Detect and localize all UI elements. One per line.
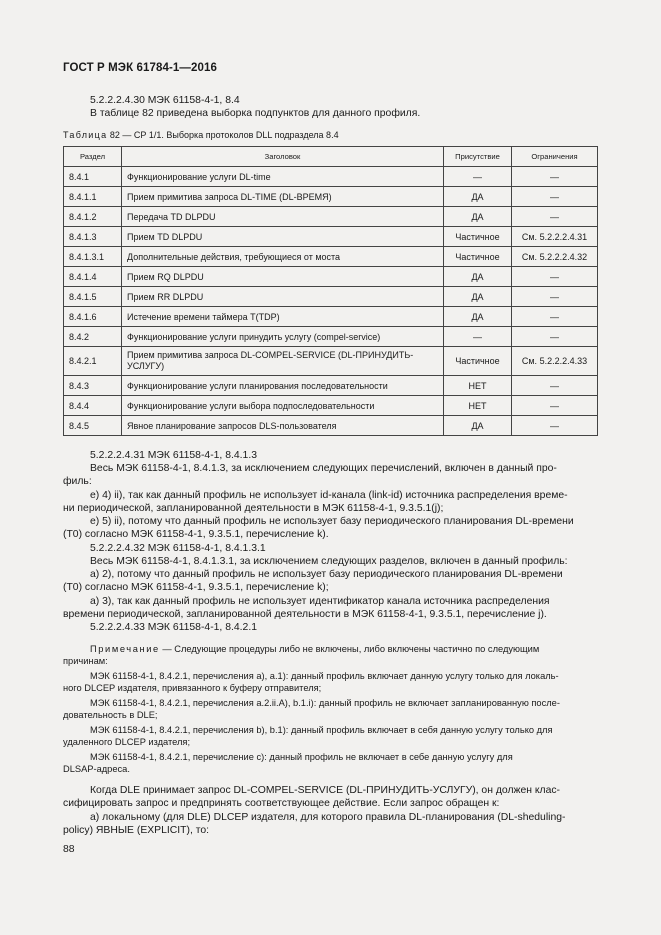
presence-cell: ДА <box>444 287 512 307</box>
clause-heading: 5.2.2.2.4.30 МЭК 61158-4-1, 8.4 <box>90 95 240 106</box>
title-cell: Функционирование услуги выбора подпоследовательности <box>122 396 444 416</box>
presence-cell: — <box>444 327 512 347</box>
section-cell: 8.4.2 <box>64 327 122 347</box>
table-row <box>64 307 598 327</box>
body-line: е) 4) ii), так как данный профиль не использует id-канала (link-id) источника распределения време- <box>90 490 568 501</box>
section-cell: 8.4.2.1 <box>64 347 122 376</box>
table-row <box>64 267 598 287</box>
presence-cell: Частичное <box>444 227 512 247</box>
section-cell: 8.4.1 <box>64 167 122 187</box>
intro-text: В таблице 82 приведена выборка подпунктов для данного профиля. <box>90 108 421 119</box>
body-line: е) 5) ii), потому что данный профиль не использует базу периодического планирования DL-времени <box>90 516 574 527</box>
section-cell: 8.4.1.1 <box>64 187 122 207</box>
section-cell: 8.4.1.3 <box>64 227 122 247</box>
body-line: Когда DLE принимает запрос DL-COMPEL-SERVICE (DL-ПРИНУДИТЬ-УСЛУГУ), он должен клас- <box>90 785 561 796</box>
title-cell: Функционирование услуги принудить услугу (compel-service) <box>122 327 444 347</box>
header-cell: Заголовок <box>122 147 444 167</box>
clause-heading: 5.2.2.2.4.31 МЭК 61158-4-1, 8.4.1.3 <box>90 450 257 461</box>
title-cell: Прием RQ DLPDU <box>122 267 444 287</box>
body-line: Весь МЭК 61158-4-1, 8.4.1.3, за исключением следующих перечислений, включен в данный про- <box>90 463 557 474</box>
table-row <box>64 376 598 396</box>
table-row <box>64 207 598 227</box>
presence-cell: ДА <box>444 307 512 327</box>
note-line: МЭК 61158-4-1, 8.4.2.1, перечисления а.2.ii.A), b.1.i): данный профиль не включает запланированную после- <box>90 698 560 708</box>
title-cell: Прием примитива запроса DL-TIME (DL-ВРЕМЯ) <box>122 187 444 207</box>
presence-cell: НЕТ <box>444 396 512 416</box>
body-line: филь: <box>63 476 92 487</box>
body-line: а) локальному (для DLE) DLCEP издателя, для которого правила DL-планирования (DL-sheduling- <box>90 812 566 823</box>
note-line: ного DLCEP издателя, привязанного к буферу отправителя; <box>63 683 322 693</box>
note-line: МЭК 61158-4-1, 8.4.2.1, перечисление c): данный профиль не включает в себе данную услугу для <box>90 752 513 762</box>
body-line: сифицировать запрос и предпринять соответствующее действие. Если запрос обращен к: <box>63 798 500 809</box>
presence-cell: НЕТ <box>444 376 512 396</box>
table-caption <box>63 130 339 140</box>
note-line: причинам: <box>63 656 108 666</box>
title-cell: Функционирование услуги DL-time <box>122 167 444 187</box>
title-cell: Функционирование услуги планирования последовательности <box>122 376 444 396</box>
body-line: ни периодической, запланированной деятельности в МЭК 61158-4-1, 9.3.5.1(j); <box>63 503 444 514</box>
note-line: МЭК 61158-4-1, 8.4.2.1, перечисления b), b.1): данный профиль включает в себя данную услугу только для <box>90 725 553 735</box>
constraints-cell: См. 5.2.2.2.4.31 <box>512 227 598 247</box>
section-cell: 8.4.1.6 <box>64 307 122 327</box>
table-row <box>64 396 598 416</box>
table-row <box>64 247 598 267</box>
constraints-cell: — <box>512 187 598 207</box>
title-cell: Прием TD DLPDU <box>122 227 444 247</box>
constraints-cell: — <box>512 267 598 287</box>
presence-cell: ДА <box>444 207 512 227</box>
section-cell: 8.4.1.2 <box>64 207 122 227</box>
note-line: DLSAP-адреса. <box>63 764 130 774</box>
title-cell: Прием примитива запроса DL-COMPEL-SERVICE (DL-ПРИНУДИТЬ-УСЛУГУ) <box>122 347 444 376</box>
table-row <box>64 187 598 207</box>
constraints-cell: — <box>512 207 598 227</box>
presence-cell: Частичное <box>444 247 512 267</box>
title-cell: Явное планирование запросов DLS-пользователя <box>122 416 444 436</box>
table-caption-label: Таблица <box>63 130 108 140</box>
table-row <box>64 287 598 307</box>
constraints-cell: См. 5.2.2.2.4.33 <box>512 347 598 376</box>
section-cell: 8.4.1.4 <box>64 267 122 287</box>
constraints-cell: — <box>512 167 598 187</box>
body-line: (T0) согласно МЭК 61158-4-1, 9.3.5.1, перечисление k). <box>63 529 329 540</box>
table-header-row <box>64 147 598 167</box>
presence-cell: ДА <box>444 187 512 207</box>
presence-cell: Частичное <box>444 347 512 376</box>
constraints-cell: — <box>512 416 598 436</box>
section-cell: 8.4.4 <box>64 396 122 416</box>
body-line: а) 2), потому что данный профиль не использует базу периодического планирования DL-времени <box>90 569 563 580</box>
table-row <box>64 327 598 347</box>
constraints-cell: — <box>512 287 598 307</box>
table-row <box>64 227 598 247</box>
clause-heading: 5.2.2.2.4.32 МЭК 61158-4-1, 8.4.1.3.1 <box>90 543 266 554</box>
body-line: а) 3), так как данный профиль не использует идентификатор канала источника распределения <box>90 596 550 607</box>
constraints-cell: — <box>512 376 598 396</box>
presence-cell: ДА <box>444 267 512 287</box>
note-text: — Следующие процедуры либо не включены, либо включены частично по следующим <box>159 644 540 654</box>
body-line: Весь МЭК 61158-4-1, 8.4.1.3.1, за исключением следующих разделов, включен в данный профиль: <box>90 556 568 567</box>
note-line: удаленного DLCEP издателя; <box>63 737 191 747</box>
header-cell: Ограничения <box>512 147 598 167</box>
table-row <box>64 416 598 436</box>
section-cell: 8.4.1.5 <box>64 287 122 307</box>
note-line <box>90 643 539 655</box>
presence-cell: ДА <box>444 416 512 436</box>
protocol-table <box>63 146 598 436</box>
note-line: довательность в DLE; <box>63 710 158 720</box>
body-line: времени периодической, запланированной деятельности в МЭК 61158-4-1, 9.3.5.1, перечисление j). <box>63 609 547 620</box>
header-cell: Раздел <box>64 147 122 167</box>
note-line: МЭК 61158-4-1, 8.4.2.1, перечисления а), а.1): данный профиль включает данную услугу только для локаль- <box>90 671 559 681</box>
title-cell: Дополнительные действия, требующиеся от моста <box>122 247 444 267</box>
constraints-cell: — <box>512 307 598 327</box>
note-label: Примечание <box>90 644 160 654</box>
table-row <box>64 347 598 376</box>
title-cell: Прием RR DLPDU <box>122 287 444 307</box>
title-cell: Истечение времени таймера Т(TDP) <box>122 307 444 327</box>
table-caption-text: 82 — СР 1/1. Выборка протоколов DLL подраздела 8.4 <box>107 130 339 140</box>
constraints-cell: — <box>512 396 598 416</box>
constraints-cell: — <box>512 327 598 347</box>
body-line: (T0) согласно МЭК 61158-4-1, 9.3.5.1, перечисление k); <box>63 582 329 593</box>
body-line: policy) ЯВНЫЕ (EXPLICIT), то: <box>63 825 210 836</box>
constraints-cell: См. 5.2.2.2.4.32 <box>512 247 598 267</box>
document-header: ГОСТ Р МЭК 61784-1—2016 <box>63 62 217 74</box>
section-cell: 8.4.3 <box>64 376 122 396</box>
clause-heading: 5.2.2.2.4.33 МЭК 61158-4-1, 8.4.2.1 <box>90 622 257 633</box>
header-cell: Присутствие <box>444 147 512 167</box>
section-cell: 8.4.5 <box>64 416 122 436</box>
page-number: 88 <box>63 844 75 855</box>
title-cell: Передача TD DLPDU <box>122 207 444 227</box>
presence-cell: — <box>444 167 512 187</box>
table-row <box>64 167 598 187</box>
section-cell: 8.4.1.3.1 <box>64 247 122 267</box>
